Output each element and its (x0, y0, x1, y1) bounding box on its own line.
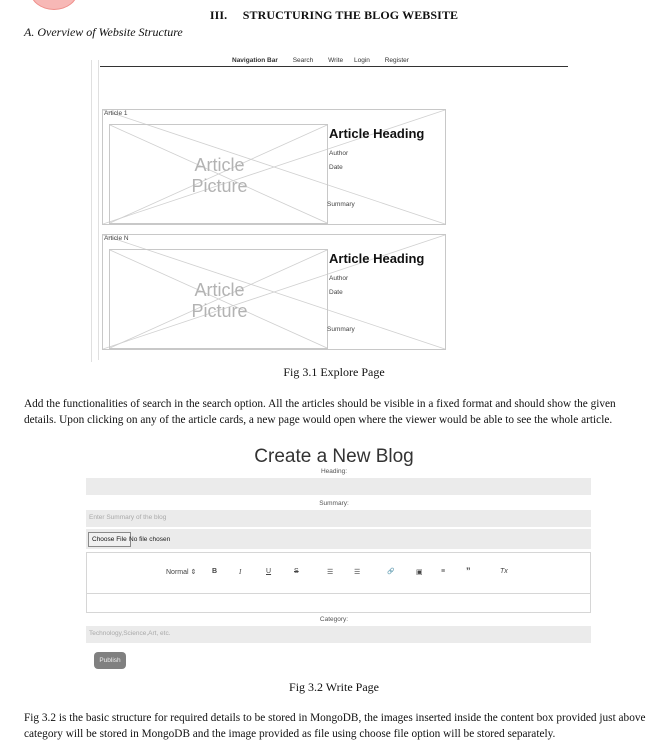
category-input[interactable] (86, 626, 591, 643)
form-title: Create a New Blog (254, 446, 414, 467)
article-card-n (102, 234, 446, 350)
clear-format-icon[interactable]: Tx (500, 568, 508, 575)
ordered-list-icon[interactable]: ☰ (327, 569, 334, 576)
article-picture-text (110, 280, 329, 322)
article-heading: Article Heading (329, 251, 425, 266)
category-placeholder: Technology,Science,Art, etc. (89, 630, 171, 637)
nav-item-search: Search (292, 57, 314, 64)
nav-divider (100, 66, 568, 67)
italic-button[interactable]: I (239, 568, 242, 576)
heading-label: Heading: (320, 468, 348, 475)
nav-item-login: Login (353, 57, 370, 64)
figure-caption-3-1: Fig 3.1 Explore Page (283, 365, 385, 379)
wireframe-guide-line (98, 60, 99, 360)
wireframe-nav-bar (232, 57, 422, 64)
wireframe-guide-line (91, 60, 92, 362)
article-summary: Summary (327, 201, 355, 208)
picture-text-line-2: Picture (191, 301, 248, 321)
bullet-list-icon[interactable]: ☰ (354, 569, 361, 576)
nav-item-register: Register (384, 57, 409, 64)
publish-button[interactable]: Publish (94, 652, 126, 669)
summary-placeholder: Enter Summary of the blog (89, 514, 167, 521)
nav-item-write: Write (328, 57, 344, 64)
align-icon[interactable]: ≡ (441, 568, 446, 575)
article-card-label: Article 1 (104, 110, 128, 117)
paragraph-explore: Add the functionalities of search in the search option. All the articles should be visible in a fixed format and should show the given details. Upon clicking on any of the article cards, a new page would open where the viewer would be able to see the whole article. (24, 398, 616, 426)
figure-caption-3-2: Fig 3.2 Write Page (289, 680, 379, 694)
strike-button[interactable]: S (294, 568, 299, 575)
article-date: Date (329, 289, 343, 296)
file-status: No file chosen (129, 536, 171, 543)
heading-input[interactable] (86, 478, 591, 495)
paragraph-write: Fig 3.2 is the basic structure for required details to be stored in MongoDB, the images inserted inside the content box provided just above category will be stored in MongoDB and the image provided as file using choose file option will be stored separately. (24, 712, 646, 740)
section-title-text: STRUCTURING THE BLOG WEBSITE (242, 8, 459, 22)
choose-file-button[interactable]: Choose File (88, 532, 131, 547)
section-number: III. (209, 8, 228, 22)
picture-text-line-2: Picture (191, 176, 248, 196)
article-picture-text (110, 155, 329, 197)
image-icon[interactable]: ▣ (416, 569, 423, 576)
format-select[interactable]: Normal ⇕ (166, 569, 197, 576)
article-heading: Article Heading (329, 126, 425, 141)
article-card-1 (102, 109, 446, 225)
article-author: Author (329, 150, 349, 157)
link-icon[interactable]: 🔗 (387, 569, 395, 575)
article-picture-placeholder (109, 124, 328, 224)
picture-text-line-1: Article (194, 280, 245, 300)
picture-text-line-1: Article (194, 155, 245, 175)
article-summary: Summary (327, 326, 355, 333)
subsection-title: A. Overview of Website Structure (24, 25, 183, 39)
underline-button[interactable]: U (266, 568, 272, 575)
summary-label: Summary: (319, 500, 349, 507)
editor-divider (87, 593, 590, 594)
summary-input[interactable] (86, 510, 591, 527)
section-title (0, 8, 668, 23)
file-upload-row (86, 529, 591, 549)
article-date: Date (329, 164, 343, 171)
nav-item-navigation-bar: Navigation Bar (232, 57, 278, 64)
article-picture-placeholder (109, 249, 328, 349)
content-editor[interactable] (86, 552, 591, 613)
bold-button[interactable]: B (212, 568, 218, 575)
category-label: Category: (319, 616, 349, 623)
quote-icon[interactable]: ” (466, 566, 471, 576)
article-card-label: Article N (104, 235, 129, 242)
article-author: Author (329, 275, 349, 282)
